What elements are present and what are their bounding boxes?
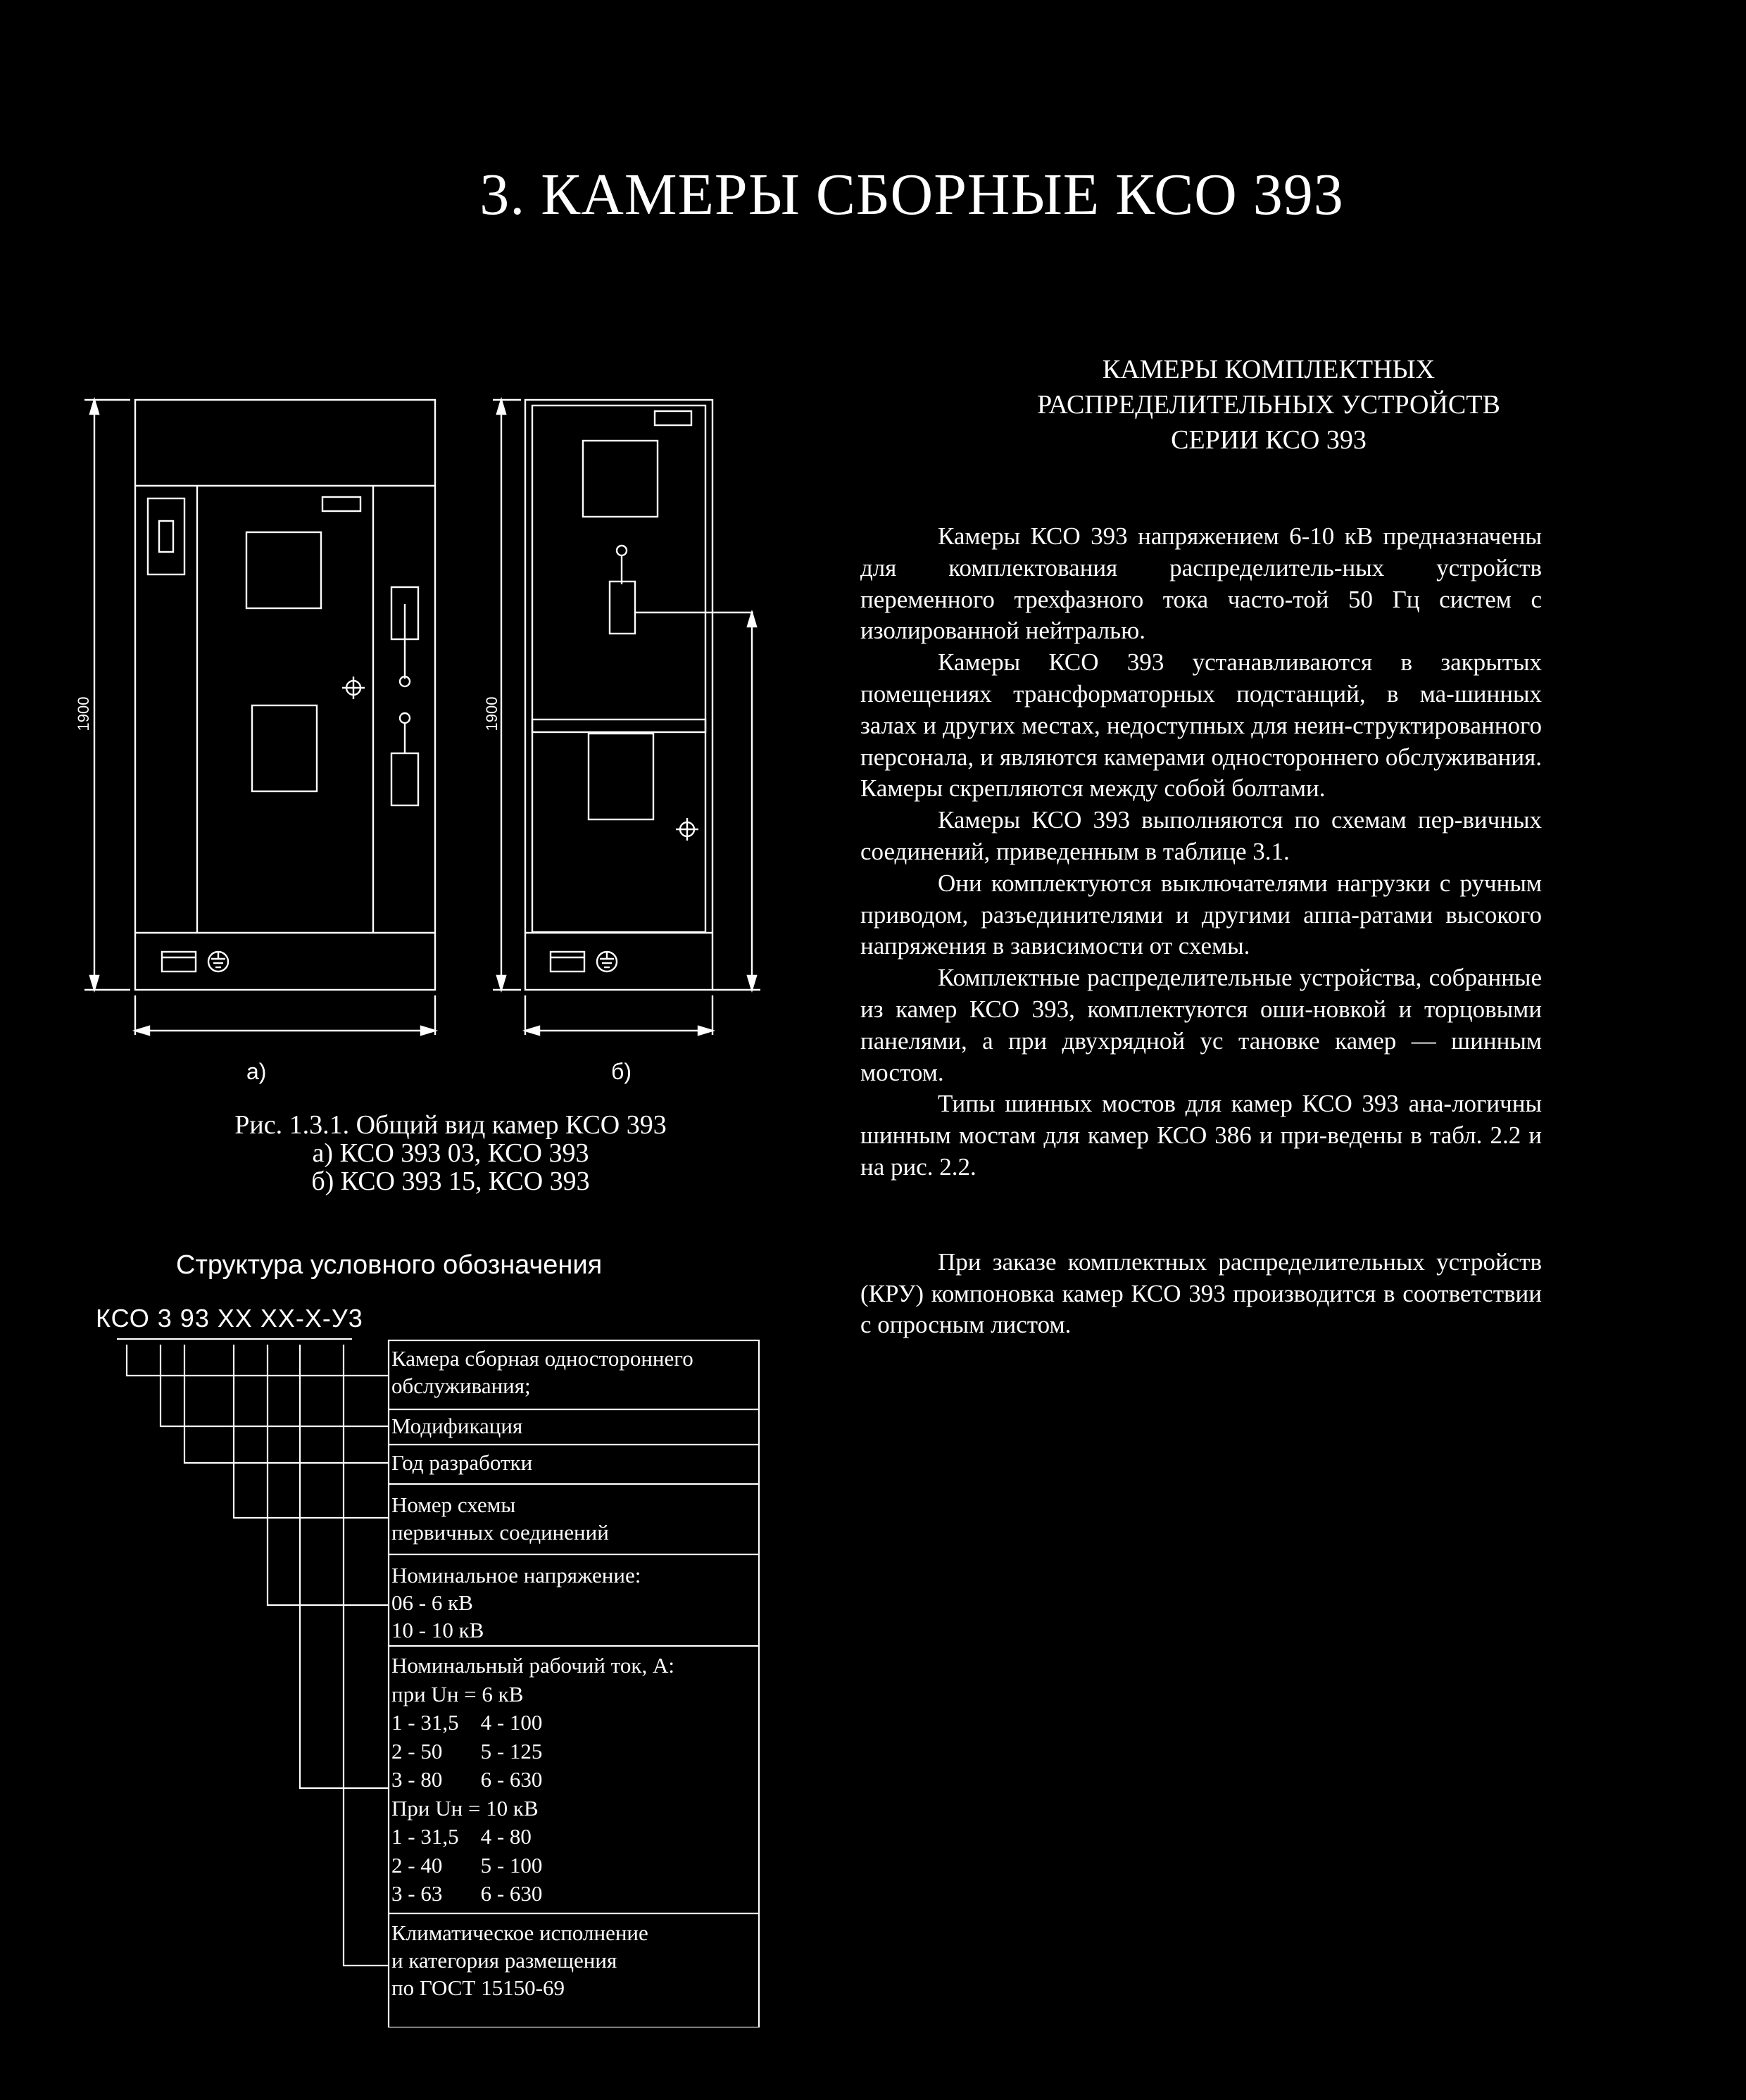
legend-text: 1 - 31,5 4 - 80 (391, 1824, 532, 1849)
paragraph: Комплектные распределительные устройства, собранные из камер КСО 393, комплектуются оши-новкой и торцовыми панелями, а при двухрядной ус тановке камер — шинным мостом. (860, 964, 1542, 1086)
legend-text: 3 - 63 6 - 630 (391, 1881, 543, 1906)
legend-text: по ГОСТ 15150-69 (391, 1975, 565, 2000)
legend-text: Номинальный рабочий ток, А: (391, 1653, 674, 1678)
legend-text: Климатическое исполнение (391, 1920, 648, 1945)
legend-item-current (391, 1652, 758, 1909)
cabinet-a (135, 400, 435, 990)
cabinet-drawing (0, 380, 796, 1049)
view-label-a: а) (246, 1059, 267, 1084)
legend-text: обслуживания; (391, 1373, 531, 1398)
paragraph: При заказе комплектных распределительных устройств (КРУ) компоновка камер КСО 393 производится в соответствии с опросным листом. (860, 1247, 1542, 1339)
legend-text: 10 - 10 кВ (391, 1618, 484, 1642)
legend-text: при Uн = 6 кВ (391, 1681, 524, 1706)
caption-line: б) КСО 393 15, КСО 393 (311, 1167, 590, 1196)
figure-caption (169, 1111, 732, 1195)
legend-text: 1 - 31,5 4 - 100 (391, 1710, 543, 1735)
heading-line: СЕРИИ КСО 393 (1171, 425, 1367, 455)
heading-line: КАМЕРЫ КОМПЛЕКТНЫХ (1102, 355, 1436, 384)
page-title: 3. КАМЕРЫ СБОРНЫЕ КСО 393 (479, 162, 1344, 227)
designation-code: КСО 3 93 ХХ ХХ-Х-У3 (96, 1304, 363, 1333)
caption-line: Рис. 1.3.1. Общий вид камер КСО 393 (234, 1110, 667, 1140)
dimension-label-a: 1900 (75, 696, 92, 731)
view-label-b: б) (611, 1059, 632, 1084)
legend-item-scheme-number (391, 1491, 758, 1546)
legend-text: 2 - 50 5 - 125 (391, 1738, 543, 1763)
structure-title: Структура условного обозначения (176, 1250, 603, 1280)
legend-text: Номер схемы (391, 1492, 516, 1517)
paragraph: Камеры КСО 393 устанавливаются в закрытых помещениях трансформаторных подстанций, в ма-шинных залах и других местах, недоступных для неин-структированного персонала, и являются камерами одностороннего обслуживания. Камеры скрепляются между собой болтами. (860, 648, 1542, 803)
legend-text: Год разработки (391, 1450, 533, 1475)
legend-item-modification (391, 1412, 758, 1440)
paragraph: Камеры КСО 393 напряжением 6-10 кВ предназначены для комплектования распределитель-ных устройств переменного трехфазного тока часто-той 50 Гц систем с изолированной нейтралью. (860, 522, 1542, 645)
legend-item-camera-type (391, 1345, 758, 1400)
paragraph: Они комплектуются выключателями нагрузки с ручным приводом, разъединителями и другими аппа-ратами высокого напряжения в зависимости от схемы. (860, 869, 1542, 960)
legend-text: первичных соединений (391, 1520, 609, 1545)
dimension-label-b: 1900 (483, 696, 501, 731)
legend-text: и категория размещения (391, 1948, 617, 1973)
legend-text: Камера сборная одностороннего (391, 1346, 693, 1371)
legend-text: Номинальное напряжение: (391, 1563, 641, 1587)
legend-item-year (391, 1449, 758, 1476)
heading-line: РАСПРЕДЕЛИТЕЛЬНЫХ УСТРОЙСТВ (1037, 390, 1500, 420)
caption-line: а) КСО 393 03, КСО 393 (312, 1138, 589, 1168)
dimension-lines-a (84, 400, 435, 1035)
legend-item-climate (391, 1919, 758, 2001)
legend-item-voltage (391, 1561, 758, 1644)
legend-text: 3 - 80 6 - 630 (391, 1767, 543, 1792)
paragraph: Камеры КСО 393 выполняются по схемам пер-вичных соединений, приведенным в таблице 3.1. (860, 806, 1542, 865)
legend-text: 06 - 6 кВ (391, 1590, 473, 1615)
legend-text: При Uн = 10 кВ (391, 1795, 539, 1821)
section-heading (860, 352, 1677, 458)
paragraph: Типы шинных мостов для камер КСО 393 ана-логичны шинным мостам для камер КСО 386 и при-ведены в табл. 2.2 и на рис. 2.2. (860, 1090, 1542, 1181)
cabinet-b (525, 400, 753, 990)
description-text (860, 521, 1542, 1341)
legend-text: Модификация (391, 1414, 523, 1438)
legend-text: 2 - 40 5 - 100 (391, 1852, 543, 1878)
